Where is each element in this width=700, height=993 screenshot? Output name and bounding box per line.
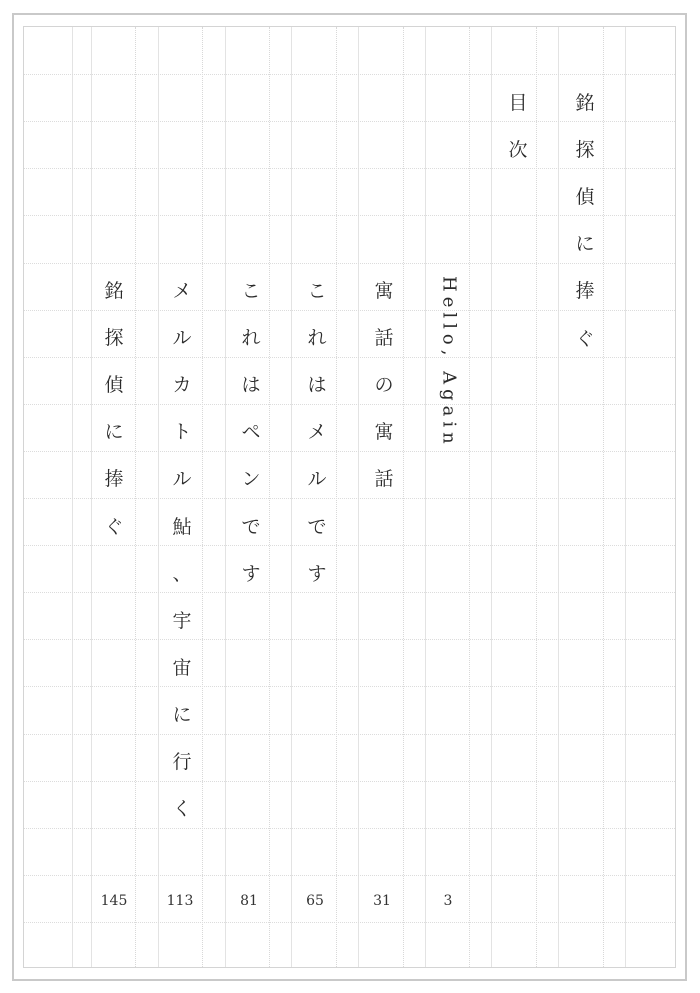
title-char: ル — [307, 468, 327, 491]
title-char: く — [172, 798, 192, 821]
title-char: に — [172, 703, 192, 726]
title-char: の — [374, 374, 394, 397]
title-char: こ — [307, 280, 327, 303]
title-char: は — [241, 374, 261, 397]
title-char: 捧 — [104, 468, 124, 491]
title-char: カ — [172, 374, 192, 397]
title-char: 寓 — [374, 280, 394, 303]
title-char: ン — [241, 468, 261, 491]
title-char: ル — [172, 327, 192, 350]
title-char: メ — [307, 421, 327, 444]
toc-entry-title — [160, 266, 204, 831]
page-number: 81 — [240, 893, 258, 909]
title-char: ト — [172, 421, 192, 444]
title-char: ル — [172, 468, 192, 491]
title-char: メ — [172, 280, 192, 303]
title-char: れ — [307, 327, 327, 350]
title-char: す — [241, 562, 261, 585]
title-char: 話 — [374, 327, 394, 350]
title-char: に — [575, 233, 595, 256]
page-number: 113 — [166, 893, 194, 909]
page-number: 3 — [443, 893, 453, 909]
title-char: 次 — [508, 139, 528, 162]
title-char: 寓 — [374, 421, 394, 444]
title-char: 探 — [575, 139, 595, 162]
title-char: ぐ — [575, 327, 595, 350]
title-char: 捧 — [575, 280, 595, 303]
title-char: 話 — [374, 468, 394, 491]
page-number: 31 — [373, 893, 391, 909]
title-char: に — [104, 421, 124, 444]
title-char: は — [307, 374, 327, 397]
title-char: 宇 — [172, 609, 192, 632]
title-char: 探 — [104, 327, 124, 350]
book-title — [563, 78, 607, 361]
title-char: 偵 — [575, 186, 595, 209]
title-char: 偵 — [104, 374, 124, 397]
title-char: で — [307, 515, 327, 538]
toc-heading — [496, 78, 540, 172]
toc-entry-title: Hello, Again — [438, 276, 460, 449]
title-char: こ — [241, 280, 261, 303]
toc-entry-title — [92, 266, 136, 549]
toc-entry-title — [362, 266, 406, 501]
title-char: 銘 — [104, 280, 124, 303]
title-char: で — [241, 515, 261, 538]
title-char: 目 — [508, 92, 528, 115]
title-char: す — [307, 562, 327, 585]
title-char: ペ — [241, 421, 261, 444]
title-char: 、 — [172, 562, 192, 585]
page-number: 65 — [306, 893, 324, 909]
toc-entry-title — [295, 266, 339, 596]
title-char: れ — [241, 327, 261, 350]
title-char: ぐ — [104, 515, 124, 538]
title-char: 鮎 — [172, 515, 192, 538]
title-char: 行 — [172, 750, 192, 773]
page-number: 145 — [100, 893, 128, 909]
title-char: 宙 — [172, 656, 192, 679]
title-char: 銘 — [575, 92, 595, 115]
toc-entry-title — [229, 266, 273, 596]
